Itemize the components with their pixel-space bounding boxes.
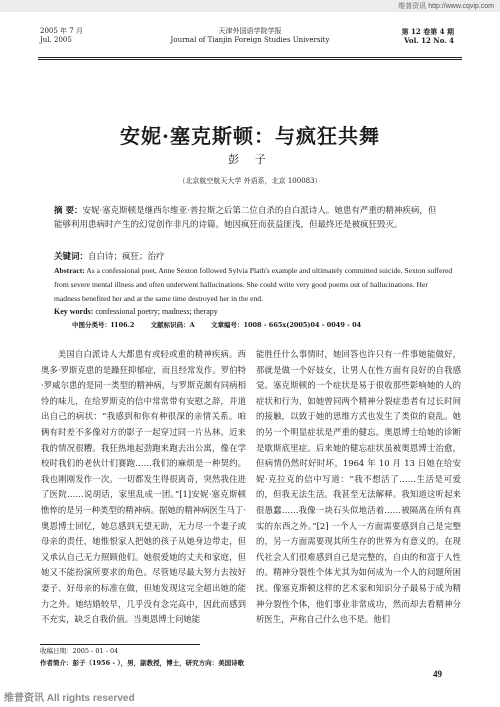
header-rule-thin bbox=[38, 59, 462, 60]
body-paragraph: 能胜任什么事情时，她回答也许只有一件事她能做好，那就是做一个好妓女，让男人在性方面有良好的自我感觉。塞克斯顿的一个症状是易于很收那些影响她的人的症状和行为，如她曾同两个精神分裂症患者有过长时间的接触，以致于她的思维方式也发生了类似的衰乱。她的另一个明显症状是严重的健忘。奥恩博士给她的诊断是歇斯底里症。后来她的健忘症状虽被奥恩博士治愈，但病情仍然时好时坏。1964 年 10 月 13 日她在给安妮·克拉克的信中写道：“我不想活了……生活是可爱的，但我无法生活。我甚至无法解释。我知道这听起来很愚蠢……我像一块石头似地活着……被隔离在所有真实的东西之外。”[2] 一个人一方面需要感到自己是完整的，另一方面需要现其所生存的世界为有意义的。在现代社会人们很难感到自己是完整的，自由的和富于人性的。精神分裂性个体尤其为如何成为一个人的问题所困扰。像塞克斯顿这样的艺术家和知识分子最易于成为精神分裂性个体，他们事业非常成功，然而却去看精神分析医生，声称自己什么也不是。他们 bbox=[256, 349, 461, 625]
abstract-en-text: As a confessional poet, Anne Sexton followed Sylvia Plath's example and ultimately committed suicide. Sexton suffered from severe mental illness and often underwent hallucinations. She could write very good poems out of hallucinations. Her madness benefited her and at the same time destroyed her in the end. bbox=[54, 266, 453, 303]
date-cn: 2005 年 7 月 bbox=[40, 27, 83, 35]
volume-cn: 第 12 卷第 4 期 bbox=[401, 27, 454, 36]
top-banner bbox=[0, 0, 500, 12]
journal-name bbox=[150, 27, 350, 45]
volume-en: Vol. 12 No. 4 bbox=[404, 36, 454, 45]
keywords-cn-text: 自白诗；疯狂；治疗 bbox=[88, 252, 165, 262]
abstract-cn-label: 摘 要： bbox=[54, 206, 83, 216]
article-title: 安妮·塞克斯顿：与疯狂共舞 bbox=[120, 124, 380, 148]
abstract-cn bbox=[54, 204, 444, 232]
journal-name-en: Journal of Tianjin Foreign Studies University bbox=[170, 36, 330, 44]
footnote-rule bbox=[40, 644, 200, 645]
watermark: 维普资讯 All rights reserved bbox=[4, 693, 135, 704]
article-author: 彭 子 bbox=[228, 153, 272, 166]
author-bio: 作者简介：彭子（1956 - ），男，副教授，博士，研究方向：美国诗歌 bbox=[40, 659, 245, 667]
header-rule bbox=[38, 57, 462, 58]
page-number: 49 bbox=[433, 669, 442, 679]
abstract-en-label: Abstract: bbox=[54, 266, 85, 275]
keywords-en-label: Key words: bbox=[54, 307, 94, 316]
author-affiliation: （北京航空航天大学 外语系，北京 100083） bbox=[178, 177, 322, 185]
received-date: 收稿日期：2005 - 01 - 04 bbox=[40, 647, 119, 655]
source-url: 维普资讯 http://www.cqvip.com bbox=[398, 3, 494, 10]
abstract-cn-text: 安妮·塞克斯顿是继西尔维亚·普拉斯之后第二位自杀的自白派诗人。她患有严重的精神疾病，但能够利用患病时产生的幻觉创作非凡的诗篇。她因疯狂而获益匪浅，但最终还是被疯狂毁灭。 bbox=[54, 206, 437, 230]
body-column-right bbox=[256, 347, 461, 628]
keywords-en bbox=[54, 306, 454, 318]
journal-volume bbox=[402, 27, 454, 45]
body-paragraph: 美国自白派诗人大都患有或轻或重的精神疾病。西奥多·罗斯克患的是躁狂抑郁症，而且经常发作。罗伯特·罗威尔患的是同一类型的精神病，与罗斯克颇有同病相怜的味儿，在给罗斯克的信中常常带有安慰之辞，并道出自己的病状：“我感到和你有种很深的亲情关系。咱俩有时差不多像对方的影子一起穿过同一片丛林。近来我的情况很糟。我狂热地起劲跑来跑去出公寓，像在学校时我们的老伙计们赛跑……我们的麻烦是一种契约。我也刚刚发作一次。一切都发生得很离奇，突然我住进了医院……说胡话，家里乱成一团。”[1]安妮·塞克斯顿憔悴的是另一种类型的精神病。据她的精神病医生马丁·奥恩博士回忆，她总感到无望无助，无力尽一个妻子或母亲的责任，她惟恨家人把她的孩子从她身边带走，但又承认自己无力照顾他们。她很爱她的丈夫和家庭，但她又不能扮演所要求的角色。尽管她尽最大努力去按好妻子、好母亲的标准在做，但她发现这完全超出她的能力之外。她结婚较早，几乎没有念完高中，因此而感到不充实，缺乏自我价值。当奥恩博士问她能 bbox=[41, 349, 246, 625]
abstract-en bbox=[54, 264, 454, 306]
keywords-cn-label: 关键词： bbox=[54, 252, 89, 262]
date-en: Jul. 2005 bbox=[40, 36, 72, 44]
article-id: 文章编号：1008 - 665x(2005)04 - 0049 - 04 bbox=[210, 321, 362, 329]
classification-line bbox=[72, 320, 375, 329]
keywords-cn bbox=[54, 250, 444, 264]
keywords-en-text: confessional poetry; madness; therapy bbox=[95, 307, 218, 316]
document-code: 文献标识码：A bbox=[150, 321, 195, 329]
journal-name-cn: 天津外国语学院学报 bbox=[218, 27, 282, 35]
class-number: 中图分类号：I106.2 bbox=[72, 321, 135, 329]
journal-date bbox=[40, 27, 83, 45]
body-column-left bbox=[41, 347, 246, 628]
